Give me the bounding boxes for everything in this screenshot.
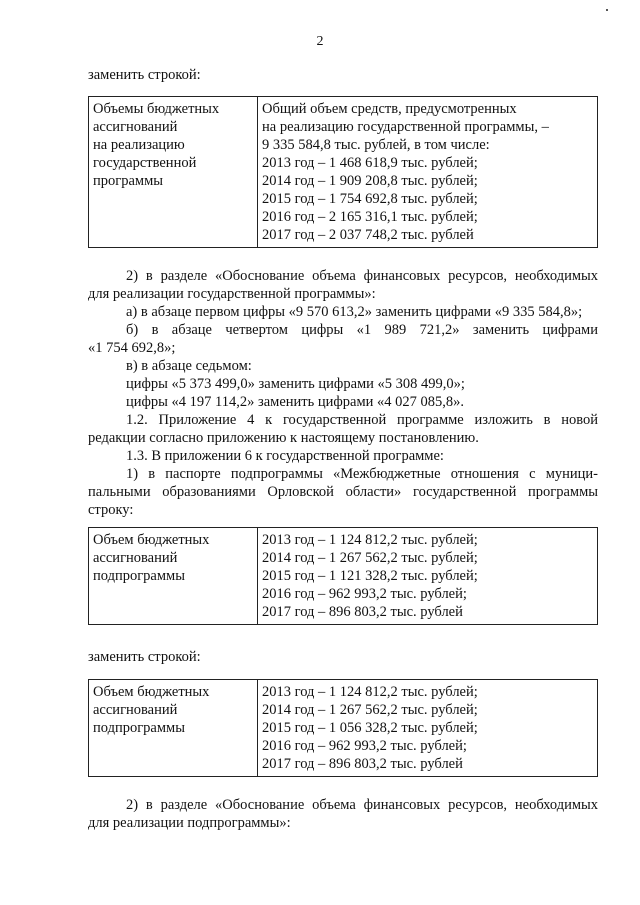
paragraph-line: пальными образованиями Орловской области» государственной программы (88, 484, 598, 500)
paragraph-line: цифры «4 197 114,2» заменить цифрами «4 027 085,8». (126, 394, 465, 410)
table-program-budget (88, 96, 598, 248)
table-left-cell (89, 528, 258, 625)
paragraph-line: цифры «5 373 499,0» заменить цифрами «5 308 499,0»; (126, 376, 465, 392)
cell-line: Объемы бюджетных (93, 101, 220, 117)
table-left-cell (89, 680, 258, 777)
cell-line: 2015 год – 1 754 692,8 тыс. рублей; (262, 191, 478, 207)
cell-line: Объем бюджетных (93, 532, 210, 548)
replace-with-text: заменить строкой: (88, 649, 201, 665)
cell-line: 2014 год – 1 267 562,2 тыс. рублей; (262, 702, 478, 718)
table-row (89, 528, 598, 625)
paragraph-line: в) в абзаце седьмом: (126, 358, 252, 374)
table-right-cell (258, 528, 598, 625)
cell-line: 2016 год – 2 165 316,1 тыс. рублей; (262, 209, 478, 225)
table-right-cell (258, 680, 598, 777)
table-right-cell (258, 97, 598, 248)
paragraph-line: б) в абзаце четвертом цифры «1 989 721,2» заменить цифрами (126, 322, 598, 338)
cell-line: программы (93, 173, 163, 189)
cell-line: 2017 год – 896 803,2 тыс. рублей (262, 604, 463, 620)
cell-line: ассигнований (93, 119, 178, 135)
paragraph-line: 1.3. В приложении 6 к государственной программе: (126, 448, 444, 464)
paragraph-line: а) в абзаце первом цифры «9 570 613,2» заменить цифрами «9 335 584,8»; (126, 304, 583, 320)
paragraph-line: «1 754 692,8»; (88, 340, 176, 356)
cell-line: 9 335 584,8 тыс. рублей, в том числе: (262, 137, 490, 153)
table-subprogram-budget-old (88, 527, 598, 625)
cell-line: 2016 год – 962 993,2 тыс. рублей; (262, 738, 467, 754)
scan-speck (606, 9, 608, 11)
table-row (89, 97, 598, 248)
cell-line: ассигнований (93, 550, 178, 566)
cell-line: на реализацию (93, 137, 185, 153)
cell-line: 2015 год – 1 121 328,2 тыс. рублей; (262, 568, 478, 584)
paragraph-line: 2) в разделе «Обоснование объема финансовых ресурсов, необходимых (126, 268, 598, 284)
cell-line: 2015 год – 1 056 328,2 тыс. рублей; (262, 720, 478, 736)
cell-line: ассигнований (93, 702, 178, 718)
cell-line: 2013 год – 1 468 618,9 тыс. рублей; (262, 155, 478, 171)
paragraph-line: для реализации государственной программы»: (88, 286, 376, 302)
cell-line: подпрограммы (93, 720, 185, 736)
cell-line: 2017 год – 896 803,2 тыс. рублей (262, 756, 463, 772)
cell-line: 2013 год – 1 124 812,2 тыс. рублей; (262, 532, 478, 548)
cell-line: 2017 год – 2 037 748,2 тыс. рублей (262, 227, 474, 243)
table-left-cell (89, 97, 258, 248)
paragraph-line: редакции согласно приложению к настоящему постановлению. (88, 430, 479, 446)
table-subprogram-budget-new (88, 679, 598, 777)
cell-line: Объем бюджетных (93, 684, 210, 700)
cell-line: 2016 год – 962 993,2 тыс. рублей; (262, 586, 467, 602)
cell-line: 2014 год – 1 267 562,2 тыс. рублей; (262, 550, 478, 566)
cell-line: государственной (93, 155, 197, 171)
cell-line: на реализацию государственной программы, – (262, 119, 549, 135)
cell-line: 2013 год – 1 124 812,2 тыс. рублей; (262, 684, 478, 700)
table-row (89, 680, 598, 777)
cell-line: Общий объем средств, предусмотренных (262, 101, 517, 117)
replace-with-text: заменить строкой: (88, 67, 201, 83)
cell-line: 2014 год – 1 909 208,8 тыс. рублей; (262, 173, 478, 189)
page-number: 2 (316, 34, 324, 49)
paragraph-line: 1.2. Приложение 4 к государственной программе изложить в новой (126, 412, 598, 428)
paragraph-line: строку: (88, 502, 134, 518)
cell-line: подпрограммы (93, 568, 185, 584)
paragraph-line: 1) в паспорте подпрограммы «Межбюджетные отношения с муници- (126, 466, 598, 482)
paragraph-line: для реализации подпрограммы»: (88, 815, 291, 831)
paragraph-line: 2) в разделе «Обоснование объема финансовых ресурсов, необходимых (126, 797, 598, 813)
